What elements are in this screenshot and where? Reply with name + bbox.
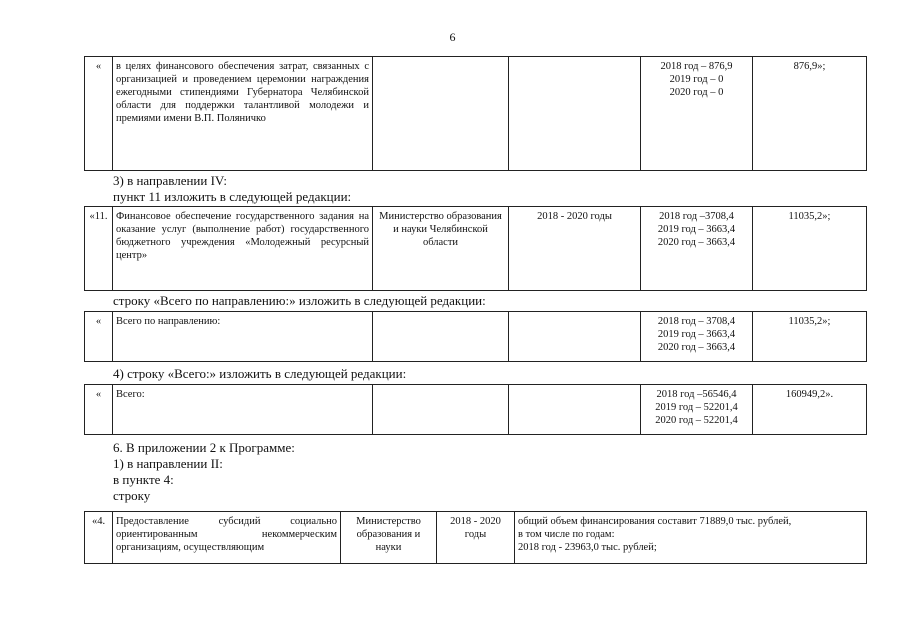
organization-cell: [373, 312, 509, 362]
paragraph-item-4: в пункте 4:: [113, 472, 174, 487]
financing-line: 2018 год - 23963,0 тыс. рублей;: [518, 542, 657, 553]
financing-line: 2020 год – 3663,4: [657, 237, 736, 248]
total-cell: 160949,2».: [753, 385, 867, 435]
financing-line: 2020 год – 3663,4: [657, 342, 736, 353]
period-cell: 2018 - 2020 годы: [509, 207, 641, 291]
financing-line: общий объем финансирования составит 71889,0 тыс. рублей,: [518, 516, 792, 527]
period-cell: [509, 57, 641, 171]
organization-cell: [373, 57, 509, 171]
organization-cell: Министерство образования и науки: [341, 512, 437, 564]
measure-text: Всего по направлению:: [113, 312, 373, 362]
financing-line: в том числе по годам:: [518, 529, 615, 540]
table-row: [85, 385, 867, 435]
financing-line: 2019 год – 3663,4: [657, 329, 736, 340]
financing-cell: [641, 312, 753, 362]
financing-line: 2020 год – 0: [669, 87, 724, 98]
period-cell: 2018 - 2020 годы: [437, 512, 515, 564]
financing-cell: [515, 512, 867, 564]
row-mark: «11.: [85, 207, 113, 291]
table-item-11: [84, 206, 867, 291]
measure-text: Всего:: [113, 385, 373, 435]
row-mark: «4.: [85, 512, 113, 564]
total-cell: 11035,2»;: [753, 207, 867, 291]
total-cell: 876,9»;: [753, 57, 867, 171]
table-row: [85, 312, 867, 362]
measure-text: Финансовое обеспечение государственного задания на оказание услуг (выполнение работ) государственного бюджетного учреждения «Молодежный ресурсный центр»: [113, 207, 373, 291]
page-number: 6: [449, 30, 456, 44]
financing-line: 2018 год –56546,4: [656, 389, 737, 400]
financing-line: 2018 год – 3708,4: [657, 316, 736, 327]
financing-line: 2019 год – 52201,4: [655, 402, 738, 413]
financing-line: 2019 год – 0: [669, 74, 724, 85]
table-row: [85, 57, 867, 171]
paragraph-direction-ii: 1) в направлении II:: [113, 456, 223, 471]
financing-cell: [641, 207, 753, 291]
row-mark: «: [85, 57, 113, 171]
organization-cell: [373, 385, 509, 435]
paragraph-direction-total: строку «Всего по направлению:» изложить в следующей редакции:: [113, 293, 486, 308]
measure-text: в целях финансового обеспечения затрат, связанных с организацией и проведением церемонии награждения ежегодными стипендиями Губернатора Челябинской области для поддержки талантливой молодежи и премиями имени В.П. Поляничко: [113, 57, 373, 171]
measure-text: Предоставление субсидий социально ориентированным некоммерческим организациям, осуществляющим: [113, 512, 341, 564]
financing-cell: [641, 385, 753, 435]
period-cell: [509, 312, 641, 362]
financing-cell: [641, 57, 753, 171]
paragraph-item-11: пункт 11 изложить в следующей редакции:: [113, 189, 352, 204]
financing-line: 2018 год –3708,4: [659, 211, 734, 222]
table-grand-total: [84, 384, 867, 435]
table-award-row: [84, 56, 867, 171]
financing-line: 2020 год – 52201,4: [655, 415, 738, 426]
organization-cell: Министерство образования и науки Челябинской области: [373, 207, 509, 291]
row-mark: «: [85, 312, 113, 362]
row-mark: «: [85, 385, 113, 435]
paragraph-direction-iv: 3) в направлении IV:: [113, 173, 227, 188]
total-cell: 11035,2»;: [753, 312, 867, 362]
financing-line: 2018 год – 876,9: [660, 61, 733, 72]
table-row: [85, 512, 867, 564]
paragraph-total-line: 4) строку «Всего:» изложить в следующей редакции:: [113, 366, 407, 381]
paragraph-row: строку: [113, 488, 151, 503]
paragraph-appendix-2: 6. В приложении 2 к Программе:: [113, 440, 295, 455]
table-item-4: [84, 511, 867, 564]
financing-line: 2019 год – 3663,4: [657, 224, 736, 235]
table-row: [85, 207, 867, 291]
period-cell: [509, 385, 641, 435]
table-direction-total: [84, 311, 867, 362]
